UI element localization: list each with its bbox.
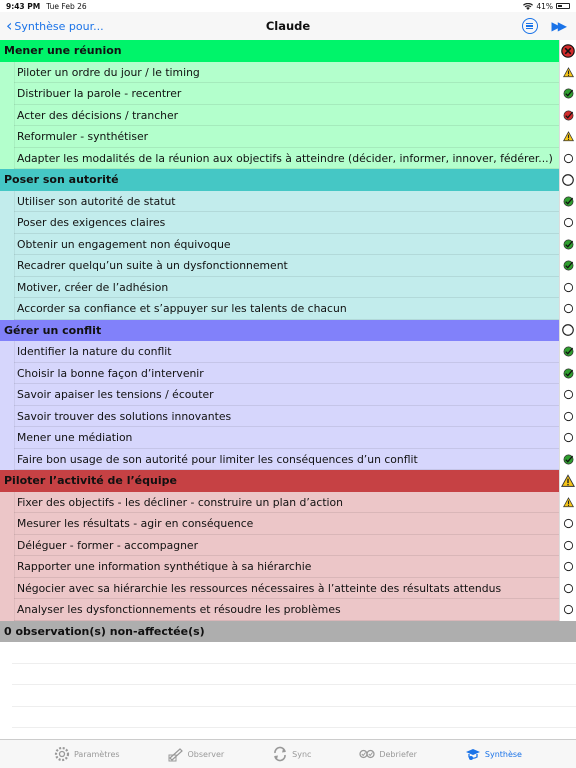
warning-icon [563, 67, 574, 78]
tab-synthse[interactable] [465, 746, 522, 762]
tab-label: Synthèse [484, 749, 522, 759]
list-item[interactable] [0, 363, 576, 385]
item-status[interactable] [559, 105, 576, 127]
item-label: Accorder sa confiance et s’appuyer sur les talents de chacun [17, 302, 347, 316]
chevron-left-icon: ‹ [6, 16, 13, 35]
item-status[interactable] [559, 148, 576, 170]
observer-icon [168, 746, 184, 762]
list-icon[interactable] [522, 18, 538, 34]
section-title: Gérer un conflit [4, 323, 102, 337]
section-header[interactable] [0, 169, 576, 191]
item-label: Recadrer quelqu’un suite à un dysfonctionnement [17, 259, 288, 273]
item-status[interactable] [559, 234, 576, 256]
red-check-icon [563, 110, 574, 121]
list-item[interactable] [0, 535, 576, 557]
list-item[interactable] [0, 148, 576, 170]
item-status[interactable] [559, 212, 576, 234]
item-label: Mener une médiation [17, 431, 133, 445]
status-right [523, 2, 570, 11]
sync-icon [272, 746, 288, 762]
tab-observer[interactable] [168, 746, 225, 762]
graduation-icon [465, 746, 481, 762]
empty-circle-icon [563, 303, 574, 314]
green-check-icon [563, 88, 574, 99]
green-check-icon [563, 368, 574, 379]
status-time: 9:43 PM [6, 1, 41, 11]
tab-label: Paramètres [73, 749, 120, 759]
section-status[interactable] [559, 40, 576, 62]
synthesis-list [0, 40, 576, 640]
item-label: Faire bon usage de son autorité pour limiter les conséquences d’un conflit [17, 452, 418, 466]
section-status[interactable] [559, 470, 576, 492]
item-status[interactable] [559, 492, 576, 514]
item-status[interactable] [559, 363, 576, 385]
item-label: Négocier avec sa hiérarchie les ressources nécessaires à l’atteinte des résultats attendus [17, 581, 502, 595]
tab-sync[interactable] [272, 746, 311, 762]
tab-debriefer[interactable] [359, 746, 417, 762]
unassigned-header[interactable] [0, 621, 576, 643]
status-bar [0, 0, 576, 12]
section-title: Poser son autorité [4, 173, 119, 187]
green-check-icon [563, 346, 574, 357]
unassigned-label: 0 observation(s) non-affectée(s) [4, 624, 205, 638]
list-item[interactable] [0, 341, 576, 363]
empty-circle-icon [563, 518, 574, 529]
tab-bar [0, 739, 576, 768]
item-status[interactable] [559, 298, 576, 320]
item-status[interactable] [559, 427, 576, 449]
item-label: Analyser les dysfonctionnements et résoudre les problèmes [17, 603, 341, 617]
item-label: Obtenir un engagement non équivoque [17, 237, 231, 251]
item-status[interactable] [559, 535, 576, 557]
list-item[interactable] [0, 191, 576, 213]
item-status[interactable] [559, 341, 576, 363]
item-status[interactable] [559, 599, 576, 621]
item-status[interactable] [559, 191, 576, 213]
empty-circle-icon [563, 153, 574, 164]
section-title: Piloter l’activité de l’équipe [4, 474, 177, 488]
list-item[interactable] [0, 255, 576, 277]
battery-percent: 41% [536, 1, 553, 11]
warning-icon [561, 474, 575, 488]
empty-circle-icon [563, 217, 574, 228]
list-item[interactable] [0, 449, 576, 471]
back-button[interactable] [6, 18, 104, 34]
item-label: Adapter les modalités de la réunion aux objectifs à atteindre (décider, informer, innover, fédérer...) [17, 151, 553, 165]
empty-circle-icon [563, 583, 574, 594]
item-label: Choisir la bonne façon d’intervenir [17, 366, 204, 380]
empty-circle-icon [563, 604, 574, 615]
list-item[interactable] [0, 492, 576, 514]
list-item[interactable] [0, 126, 576, 148]
item-status[interactable] [559, 277, 576, 299]
list-item[interactable] [0, 578, 576, 600]
list-item[interactable] [0, 384, 576, 406]
green-check-icon [563, 196, 574, 207]
item-status[interactable] [559, 513, 576, 535]
item-label: Reformuler - synthétiser [17, 130, 149, 144]
item-status[interactable] [559, 384, 576, 406]
tab-label: Sync [292, 749, 312, 759]
empty-circle-icon [563, 389, 574, 400]
red-x-icon [561, 44, 575, 58]
section-header[interactable] [0, 320, 576, 342]
green-check-icon [563, 454, 574, 465]
item-label: Motiver, créer de l’adhésion [17, 280, 169, 294]
green-check-icon [563, 260, 574, 271]
section-header[interactable] [0, 470, 576, 492]
item-status[interactable] [559, 62, 576, 84]
item-label: Acter des décisions / trancher [17, 108, 179, 122]
navigation-bar [0, 12, 576, 40]
nav-actions [522, 18, 564, 34]
tab-label: Debriefer [379, 749, 417, 759]
empty-circle-icon [563, 540, 574, 551]
section-title: Mener une réunion [4, 44, 122, 58]
list-item[interactable] [0, 556, 576, 578]
list-item[interactable] [0, 599, 576, 621]
section-header[interactable] [0, 40, 576, 62]
list-item[interactable] [0, 427, 576, 449]
empty-circle-icon [563, 282, 574, 293]
list-item[interactable] [0, 513, 576, 535]
item-label: Rapporter une information synthétique à sa hiérarchie [17, 560, 312, 574]
section-status[interactable] [559, 320, 576, 342]
green-check-icon [563, 239, 574, 250]
debrief-icon [359, 746, 375, 762]
item-label: Identifier la nature du conflit [17, 345, 172, 359]
item-label: Déléguer - former - accompagner [17, 538, 199, 552]
list-item[interactable] [0, 83, 576, 105]
back-label: Synthèse pour... [14, 19, 104, 33]
empty-circle-icon [563, 432, 574, 443]
item-status[interactable] [559, 126, 576, 148]
item-label: Savoir apaiser les tensions / écouter [17, 388, 214, 402]
tab-paramtres[interactable] [54, 746, 120, 762]
item-label: Utiliser son autorité de statut [17, 194, 176, 208]
section-status[interactable] [559, 169, 576, 191]
list-item[interactable] [0, 234, 576, 256]
fast-forward-icon[interactable]: ▶▶ [551, 19, 564, 33]
item-status[interactable] [559, 83, 576, 105]
list-item[interactable] [0, 298, 576, 320]
warning-icon [563, 131, 574, 142]
empty-list-area [0, 642, 576, 737]
page-title: Claude [265, 19, 311, 33]
item-status[interactable] [559, 406, 576, 428]
item-label: Piloter un ordre du jour / le timing [17, 65, 200, 79]
item-label: Distribuer la parole - recentrer [17, 87, 182, 101]
battery-icon [556, 3, 570, 9]
gear-icon [54, 746, 70, 762]
list-item[interactable] [0, 212, 576, 234]
list-item[interactable] [0, 62, 576, 84]
empty-circle-icon [563, 411, 574, 422]
list-item[interactable] [0, 105, 576, 127]
list-item[interactable] [0, 406, 576, 428]
list-item[interactable] [0, 277, 576, 299]
empty-circle-icon [561, 173, 575, 187]
status-date: Tue Feb 26 [46, 1, 87, 11]
tab-label: Observer [187, 749, 225, 759]
wifi-icon [523, 3, 533, 10]
empty-circle-icon [561, 323, 575, 337]
empty-circle-icon [563, 561, 574, 572]
warning-icon [563, 497, 574, 508]
item-label: Fixer des objectifs - les décliner - construire un plan d’action [17, 495, 344, 509]
item-label: Mesurer les résultats - agir en conséquence [17, 517, 254, 531]
item-status[interactable] [559, 449, 576, 471]
item-status[interactable] [559, 556, 576, 578]
item-label: Poser des exigences claires [17, 216, 166, 230]
item-status[interactable] [559, 578, 576, 600]
item-status[interactable] [559, 255, 576, 277]
item-label: Savoir trouver des solutions innovantes [17, 409, 232, 423]
